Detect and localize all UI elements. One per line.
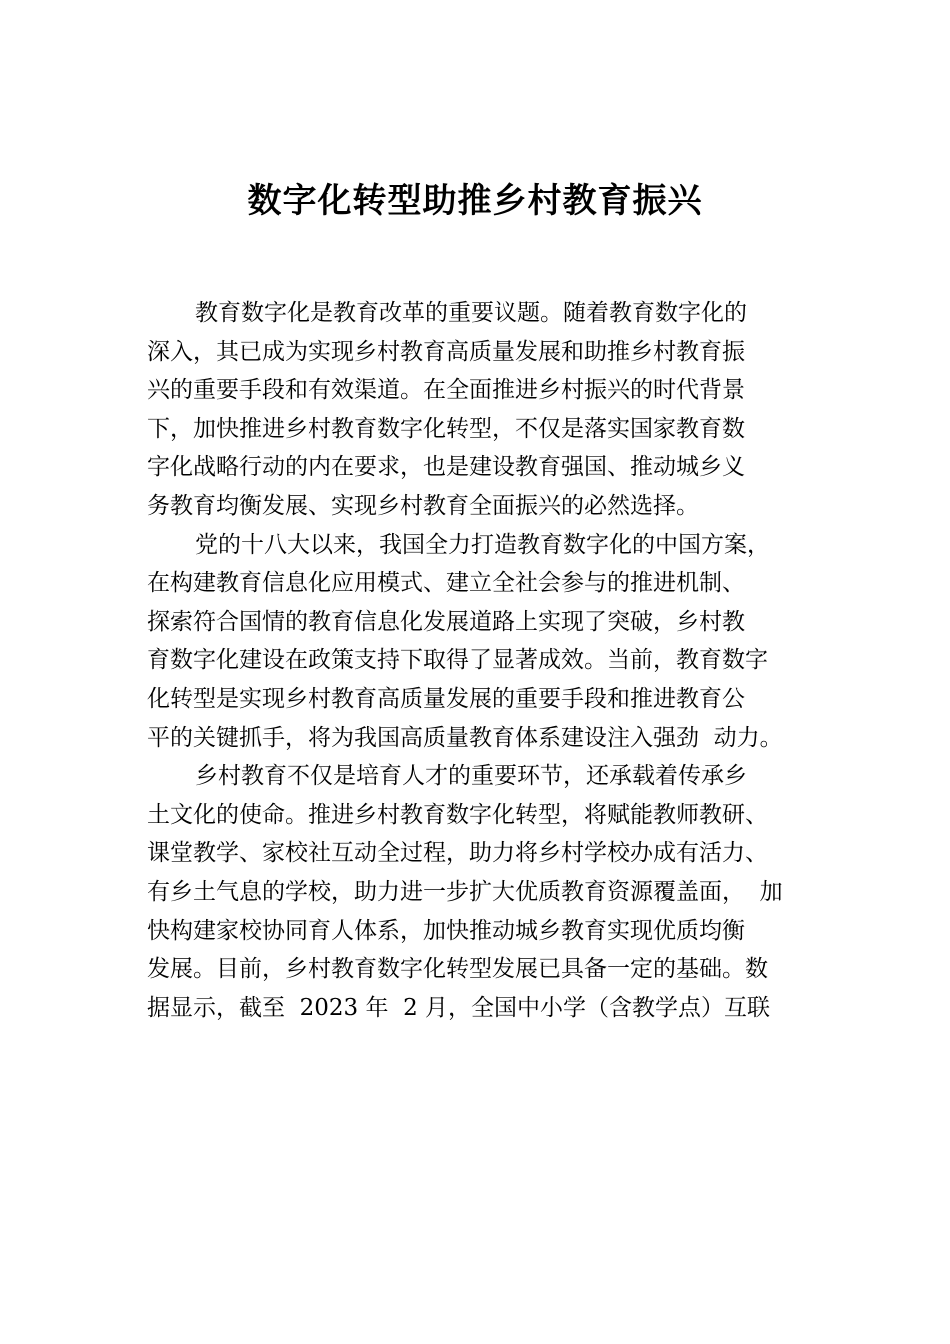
paragraph-line: 探索符合国情的教育信息化发展道路上实现了突破，乡村教 [147, 608, 745, 635]
paragraph-first-line: 党的十八大以来，我国全力打造教育数字化的中国方案， [195, 531, 770, 558]
paragraph-line: 课堂教学、家校社互动全过程，助力将乡村学校办成有活力、 [147, 840, 768, 867]
paragraph-line: 育数字化建设在政策支持下取得了显著成效。当前，教育数字 [147, 647, 768, 674]
paragraph-line: 兴的重要手段和有效渠道。在全面推进乡村振兴的时代背景 [147, 377, 745, 404]
paragraph-line: 下，加快推进乡村教育数字化转型，不仅是落实国家教育数 [147, 415, 745, 442]
paragraph-line: 化转型是实现乡村教育高质量发展的重要手段和推进教育公 [147, 685, 745, 712]
paragraph-line: 字化战略行动的内在要求，也是建设教育强国、推动城乡义 [147, 454, 745, 481]
paragraph-line: 据显示，截至 2023 年 2 月，全国中小学（含教学点）互联 [147, 994, 771, 1021]
paragraph-line: 快构建家校协同育人体系，加快推动城乡教育实现优质均衡 [147, 917, 745, 944]
document-body [147, 294, 847, 1027]
paragraph-line: 在构建教育信息化应用模式、建立全社会参与的推进机制、 [147, 570, 745, 597]
paragraph-line: 发展。目前，乡村教育数字化转型发展已具备一定的基础。数 [147, 956, 768, 983]
paragraph-line: 深入，其已成为实现乡村教育高质量发展和助推乡村教育振 [147, 338, 745, 365]
paragraph-line: 平的关键抓手，将为我国高质量教育体系建设注入强劲 动力。 [147, 724, 783, 751]
paragraph-first-line: 乡村教育不仅是培育人才的重要环节，还承载着传承乡 [195, 763, 747, 790]
paragraph-first-line: 教育数字化是教育改革的重要议题。随着教育数字化的 [195, 300, 747, 326]
document-title: 数字化转型助推乡村教育振兴 [247, 181, 703, 221]
paragraph-line: 务教育均衡发展、实现乡村教育全面振兴的必然选择。 [147, 492, 699, 519]
paragraph-line: 有乡土气息的学校，助力进一步扩大优质教育资源覆盖面， 加 [147, 878, 783, 905]
paragraph-line: 土文化的使命。推进乡村教育数字化转型，将赋能教师教研、 [147, 801, 768, 828]
